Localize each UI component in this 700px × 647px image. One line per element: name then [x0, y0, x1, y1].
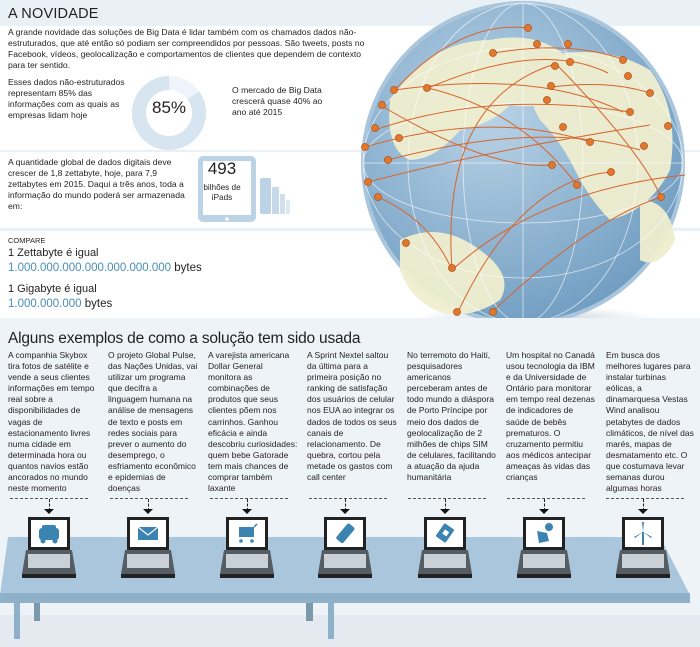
examples-title: Alguns exemplos de como a solução tem sido usada: [8, 330, 361, 347]
zettabyte-value: 1.000.000.000.000.000.000.000 bytes: [8, 262, 202, 274]
gigabyte-title: 1 Gigabyte é igual: [8, 283, 97, 295]
dashed-divider: [408, 498, 486, 499]
dashed-divider: [507, 498, 585, 499]
example-global-pulse: O projeto Global Pulse, das Nações Unidas, vai utilizar um programa que decifra a linguagem humana na análise de mensagens de texto e posts em redes sociais para prever o aumento do desemprego, o esfriamento econômico e epidemias de doenças: [108, 350, 198, 494]
data-quantity-text: A quantidade global de dados digitais deve crescer de 1,8 zettabyte, hoje, para 7,9 zettabytes em 2015. Daqui a três anos, toda a informação do mundo poderá ser armazenada em:: [8, 157, 185, 211]
globe-network-illustration: [340, 0, 700, 330]
laptop-phone: [318, 517, 372, 579]
example-haiti: No terremoto do Haiti, pesquisadores americanos perceberam antes de todo mundo a diáspora de Porto Príncipe por meio dos dados de geolocalização de 2 milhões de chips SIM de celulares, facilitando a atuação da ajuda humanitária: [407, 350, 496, 483]
envelope-icon: [138, 527, 158, 540]
percent-label: 85%: [151, 98, 187, 117]
example-dollar-general: A varejista americana Dollar General monitora as combinações de produtos que seus clientes põem nos carrinhos. Ganhou eficácia e ainda descobriu curiosidades: quem bebe Gatorade tem mais chances de comprar também laxante: [208, 350, 298, 494]
dashed-divider: [110, 498, 188, 499]
market-growth-text: O mercado de Big Data crescerá quase 40% ao ano até 2015: [232, 85, 323, 117]
laptop-envelope: [121, 517, 175, 579]
laptop-sim: [418, 517, 472, 579]
ipad-caption: bilhões de iPads: [203, 183, 241, 202]
section-title: A NOVIDADE: [8, 6, 99, 22]
zettabyte-title: 1 Zettabyte é igual: [8, 247, 99, 259]
gigabyte-value: 1.000.000.000 bytes: [8, 298, 113, 310]
unstructured-stat-text: Esses dados não-estruturados representam 85% das informações com as quais as empresas lidam hoje: [8, 77, 125, 120]
arrow-down-icon: [340, 509, 350, 514]
intro-text: A grande novidade das soluções de Big Data é lidar também com os chamados dados não-estruturados, que até então só podiam ser compreendidos por pessoas. São tweets, posts no Facebook, vídeos, geolocalização e comportamentos de clientes que dependem de contexto para ter sentido.: [8, 27, 365, 70]
dashed-divider: [210, 498, 288, 499]
dashed-divider: [309, 498, 387, 499]
laptop-cart: [220, 517, 274, 579]
arrow-down-icon: [539, 509, 549, 514]
example-vestas-wind: Em busca dos melhores lugares para instalar turbinas eólicas, a dinamarquesa Vestas Wind analisou petabytes de dados climáticos, de nível das marés, mapas de desmatamento etc. O que costumava levar semanas durou algumas horas: [606, 350, 694, 494]
compare-label: COMPARE: [8, 236, 46, 245]
ipad-count: 493: [207, 159, 237, 178]
example-sprint-nextel: A Sprint Nextel saltou da última para a primeira posição no ranking de satisfação dos usuários de celular nos EUA ao integrar os dados de todos os seus canais de relacionamento. De quebra, cortou pela metade os gastos com call center: [307, 350, 397, 483]
laptop-baby: [517, 517, 571, 579]
example-hospital-canada: Um hospital no Canadá usou tecnologia da IBM e da Universidade de Ontário para monitorar em tempo real dezenas de indicadores de saúde de bebês prematuros. O cruzamento permitiu aos médicos antecipar ameaças às vidas das crianças: [506, 350, 595, 483]
example-skybox: A companhia Skybox tira fotos de satélite e vende a seus clientes informações em tempo real sobre a disponibilidades de vagas de estacionamento livres numa cidade em determinada hora ou quantos navios estão ancorados no mundo neste momento: [8, 350, 95, 494]
laptop-car: [22, 517, 76, 579]
arrow-down-icon: [638, 509, 648, 514]
arrow-down-icon: [242, 509, 252, 514]
dashed-divider: [606, 498, 684, 499]
arrow-down-icon: [44, 509, 54, 514]
arrow-down-icon: [143, 509, 153, 514]
laptop-turbine: [616, 517, 670, 579]
arrow-down-icon: [440, 509, 450, 514]
